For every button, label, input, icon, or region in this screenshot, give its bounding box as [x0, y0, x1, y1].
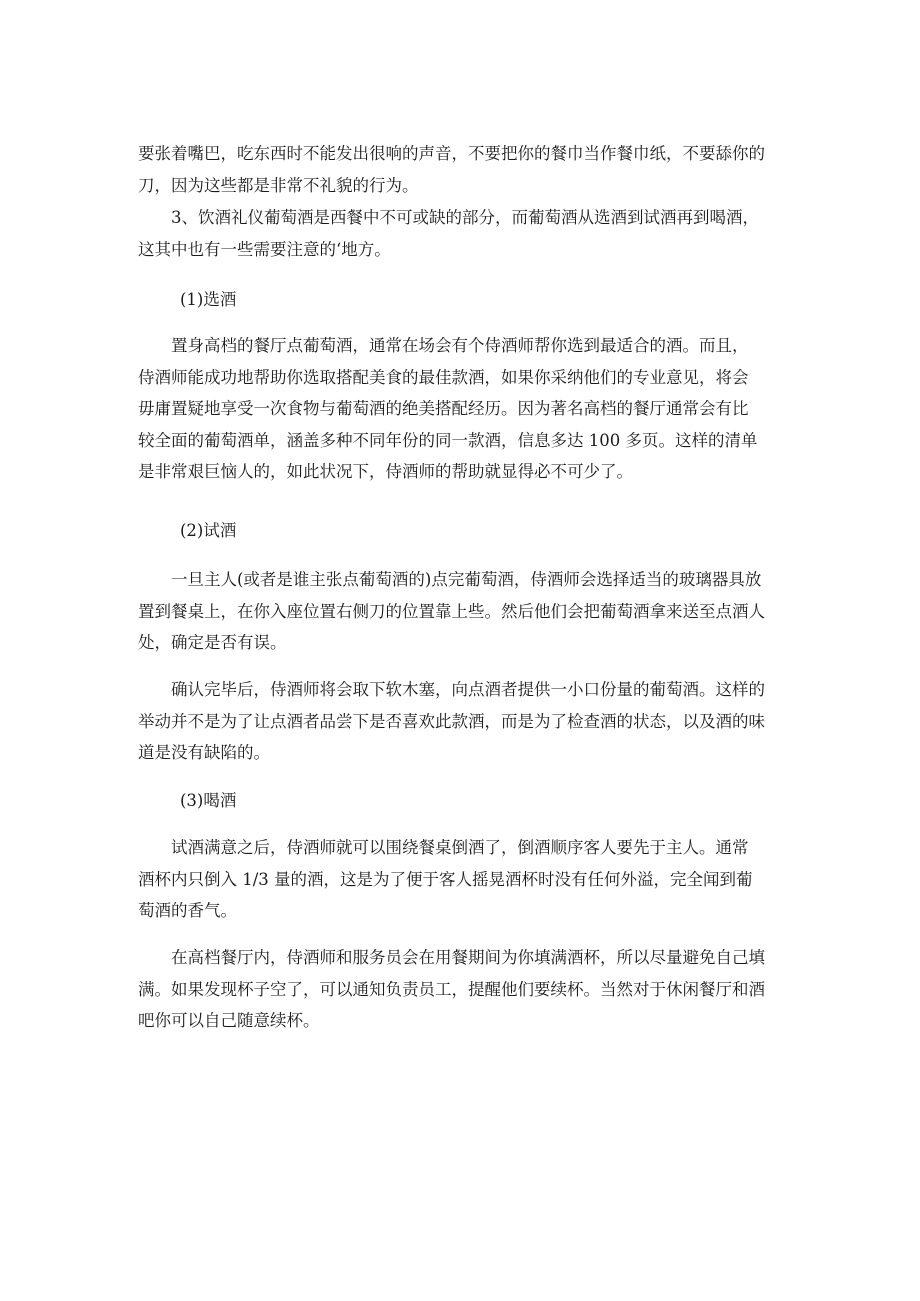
- heading-taste-wine: (2)试酒: [180, 521, 237, 540]
- paragraph-drink-wine-1: 试酒满意之后，侍酒师就可以围绕餐桌倒酒了，倒酒顺序客人要先于主人。通常 酒杯内只倒入 1/3 量的酒，这是为了便于客人摇晃酒杯时没有任何外溢，完全闻到葡 萄酒的香气。: [138, 838, 753, 920]
- paragraph-drink-wine-2: 在高档餐厅内，侍酒师和服务员会在用餐期间为你填满酒杯，所以尽量避免自己填 满。如果发现杯子空了，可以通知负责员工，提醒他们要续杯。当然对于休闲餐厅和酒 吧你可以自己随意续杯。: [138, 948, 765, 1030]
- heading-select-wine: (1)选酒: [180, 290, 237, 309]
- paragraph-taste-wine-2: 确认完毕后，侍酒师将会取下软木塞，向点酒者提供一小口份量的葡萄酒。这样的 举动并不是为了让点酒者品尝下是否喜欢此款酒，而是为了检查酒的状态，以及酒的味 道是没有缺陷的。: [138, 680, 765, 762]
- paragraph-intro: 要张着嘴巴，吃东西时不能发出很响的声音，不要把你的餐巾当作餐巾纸，不要舔你的 刀，因为这些都是非常不礼貌的行为。: [138, 144, 765, 195]
- paragraph-select-wine: 置身高档的餐厅点葡萄酒，通常在场会有个侍酒师帮你选到最适合的酒。而且， 侍酒师能成功地帮助你选取搭配美食的最佳款酒，如果你采纳他们的专业意见，将会 毋庸置疑地享受一次食物与葡萄酒的绝美搭配经历。因为著名高档的餐厅通常会有比 较全面的葡萄酒单，涵盖多种不同年份的同一款酒，信息多达 100 多页。这样的清单 是非常艰巨恼人的，如此状况下，侍酒师的帮助就显得必不可少了。: [138, 336, 758, 481]
- paragraph-taste-wine-1: 一旦主人(或者是谁主张点葡萄酒的)点完葡萄酒，侍酒师会选择适当的玻璃器具放 置到餐桌上，在你入座位置右侧刀的位置靠上些。然后他们会把葡萄酒拿来送至点酒人 处，确定是否有误。: [138, 570, 765, 652]
- paragraph-wine-etiquette: 3、饮酒礼仪葡萄酒是西餐中不可或缺的部分，而葡萄酒从选酒到试酒再到喝酒， 这其中也有一些需要注意的‘地方。: [138, 208, 759, 259]
- heading-drink-wine: (3)喝酒: [180, 791, 237, 810]
